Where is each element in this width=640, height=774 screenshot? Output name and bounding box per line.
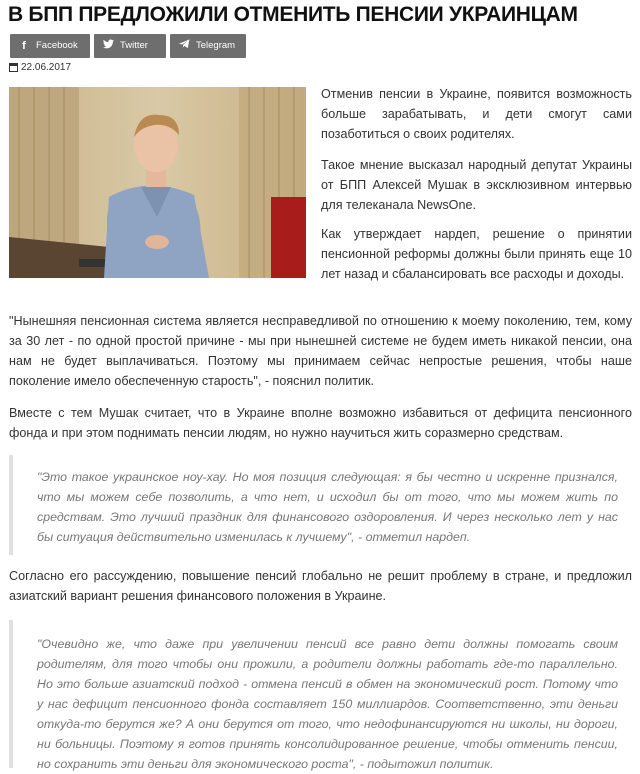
paragraph-1: Отменив пенсии в Украине, появится возможность больше зарабатывать, и дети смогут сами позаботиться о своих родителях. bbox=[321, 87, 632, 141]
blockquote-2 bbox=[9, 620, 632, 771]
quote-text-2: "Очевидно же, что даже при увеличении пенсий все равно дети должны помогать своим родителям, для того чтобы они прожили, а родители должны работать где-то параллельно. Но это больше азиатский подход - отмена пенсий в обмен на экономический рост. Потому что у нас дефицит пенсионного фонда составляет 150 миллиардов. Соответственно, эти деньги откуда-то берутся же? А они берутся от того, что недофинансируются ни школы, ни дороги, ни больницы. Поэтому я готов принять консолидированное решение, чтобы отменить пенсии, но сохранить эти деньги для экономического роста", - подытожил политик. bbox=[37, 637, 618, 771]
date-text: 22.06.2017 bbox=[21, 62, 72, 73]
paragraph-2: Такое мнение высказал народный депутат Украины от БПП Алексей Мушак в эксклюзивном интервью для телеканала NewsOne. bbox=[321, 158, 632, 212]
telegram-label: Telegram bbox=[196, 40, 236, 51]
twitter-label: Twitter bbox=[120, 40, 148, 51]
facebook-label: Facebook bbox=[36, 40, 78, 51]
blockquote-1 bbox=[9, 455, 632, 555]
telegram-icon bbox=[176, 34, 192, 58]
paragraph-3: Как утверждает нардеп, решение о принятии пенсионной реформы должны были принять еще 10 лет назад и сбалансировать все расходы и доходы. bbox=[321, 227, 632, 281]
paragraph-4: "Нынешняя пенсионная система является несправедливой по отношению к моему поколению, тем, кому за 30 лет - по одной простой причине - мы при нынешней системе не будем иметь никакой пенсии, она нам не будет выплачиваться. Поэтому мы принимаем сейчас непростые решения, чтобы наше поколение имело обеспеченную старость", - пояснил политик. bbox=[9, 314, 632, 388]
facebook-share-button[interactable] bbox=[10, 34, 90, 58]
article-title: В БПП ПРЕДЛОЖИЛИ ОТМЕНИТЬ ПЕНСИИ УКРАИНЦАМ bbox=[8, 3, 578, 26]
paragraph-6: Согласно его рассуждению, повышение пенсий глобально не решит проблему в стране, и предложил азиатский вариант решения финансового положения в Украине. bbox=[9, 569, 632, 603]
quote-text-1: "Это такое украинское ноу-хау. Но моя позиция следующая: я бы честно и искренне признался, что мы можем себе позволить, а что нет, и исходил бы от того, что мы можем жить по средствам. Это лучший праздник для финансового оздоровления. И через несколько лет у нас бы ситуация действительно изменилась к лучшему", - отметил нардеп. bbox=[37, 470, 618, 544]
telegram-share-button[interactable] bbox=[170, 34, 246, 58]
calendar-icon bbox=[9, 63, 18, 72]
twitter-icon bbox=[100, 34, 116, 58]
facebook-icon: f bbox=[22, 40, 26, 52]
article-photo bbox=[9, 87, 306, 278]
paragraph-5: Вместе с тем Мушак считает, что в Украине вполне возможно избавиться от дефицита пенсионного фонда и при этом поднимать пенсии людям, но нужно научиться жить соразмерно средствам. bbox=[9, 406, 632, 440]
share-bar bbox=[10, 34, 246, 58]
publish-date bbox=[9, 62, 71, 73]
twitter-share-button[interactable] bbox=[94, 34, 166, 58]
